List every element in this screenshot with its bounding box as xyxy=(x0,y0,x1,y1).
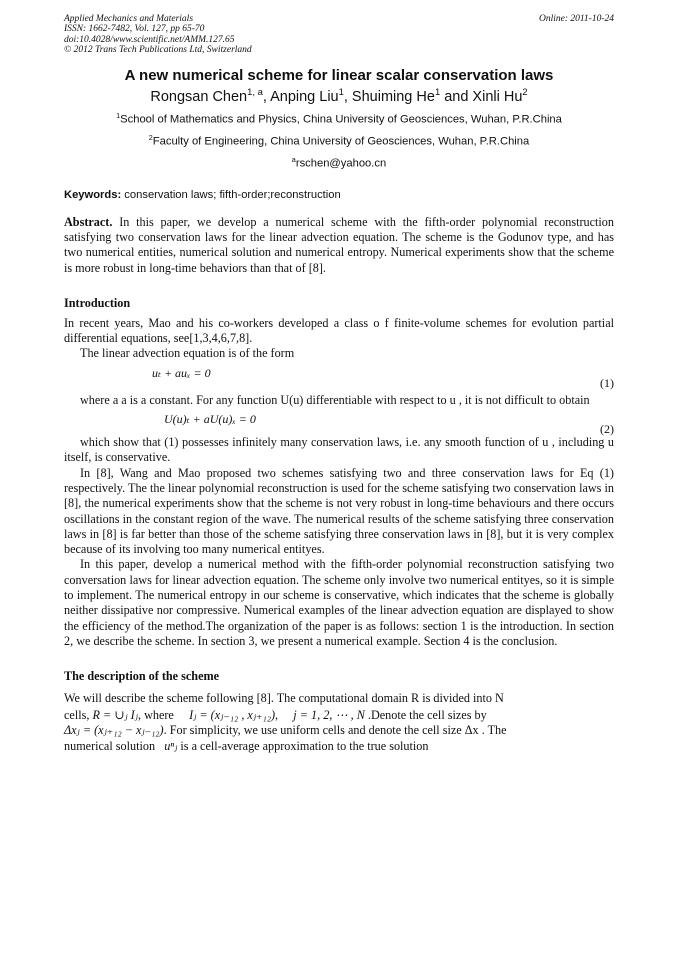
scheme-text: .Denote the cell sizes by xyxy=(367,708,487,723)
affiliation-1 xyxy=(64,111,614,126)
intro-paragraph-6: In this paper, develop a numerical method with the fifth-order polynomial reconstruction satisfying two conversation laws for linear advection equation. The scheme only involve two numerical entityes, so it is simple to implement. The numerical entropy in our scheme is conservative, which indicates that the scheme is globally neither dissipative nor compressive. Numerical examples of the linear advection equation are displayed to show the efficiency of the method.The organization of the paper is as follows: section 1 is the introduction. In section 2, we describe the scheme. In section 3, we present a numerical example. Section 4 is the conclusion. xyxy=(64,557,614,648)
email-sup: a xyxy=(291,154,296,164)
author-sup: 2 xyxy=(522,85,528,97)
intro-paragraph-3: where a a is a constant. For any function U(u) differentiable with respect to u , it is not difficult to obtain xyxy=(80,392,590,407)
keywords xyxy=(64,189,614,201)
scheme-text: , xyxy=(275,708,279,723)
intro-paragraph-5: In [8], Wang and Mao proposed two schemes satisfying two and three conservation laws for Eq (1) respectively. The the linear polynomial reconstruction is used for the scheme satisfying two conservation laws in [8], the numerical experiments show that the scheme is not very robust in long-time behaviours and there occurs oscillations in the constant region of the wave. The numerical results of the scheme satisfying three conservation laws in [8] is far better than those of the scheme satisfying three conservation laws in [8], but it is very complex because of its involving too many numerical entityes. xyxy=(64,465,614,557)
author-sup: 1 xyxy=(338,85,344,97)
intro-paragraph-1: In recent years, Mao and his co-workers developed a class o f finite-volume schemes for evolution partial differential equations, see[1,3,4,6,7,8]. xyxy=(64,315,614,346)
equation-1 xyxy=(64,362,614,389)
author-list xyxy=(64,86,614,105)
journal-issn: ISSN: 1662-7482, Vol. 127, pp 65-70 xyxy=(64,24,205,35)
abstract-text: In this paper, we develop a numerical scheme with the fifth-order polynomial reconstruction satisfying two conservation laws for the linear advection equation. The scheme is the Godunov type, and has two numerical entities, numerical solution and numerical entropy. Numerical experiments show that the scheme is more robust in long-time behaviors than that of [8]. xyxy=(64,214,614,275)
section-heading-scheme: The description of the scheme xyxy=(64,669,220,684)
journal-copyright: © 2012 Trans Tech Publications Ltd, Switzerland xyxy=(64,45,252,56)
scheme-paragraph xyxy=(64,689,614,754)
abstract xyxy=(64,215,614,276)
section-heading-introduction: Introduction xyxy=(64,295,131,310)
scheme-text: , where xyxy=(137,708,174,723)
author-sup: 1 xyxy=(434,85,441,97)
scheme-text: is a cell-average approximation to the true solution xyxy=(177,738,429,753)
math-solution: uⁿⱼ xyxy=(164,738,178,753)
journal-doi: doi:10.4028/www.scientific.net/AMM.127.65 xyxy=(64,34,235,45)
affiliation-sup: 2 xyxy=(148,133,153,143)
equation-2-number: (2) xyxy=(600,422,614,437)
equation-1-number: (1) xyxy=(600,375,614,390)
affiliation-text: School of Mathematics and Physics, China University of Geosciences, Wuhan, P.R.China xyxy=(120,114,562,127)
email-address[interactable]: rschen@yahoo.cn xyxy=(295,157,387,170)
online-date: Online: 2011-10-24 xyxy=(538,14,614,24)
scheme-text: cells, xyxy=(64,708,90,723)
email-line xyxy=(64,155,614,170)
scheme-text: numerical solution xyxy=(64,738,156,753)
affiliation-2 xyxy=(64,133,614,148)
keywords-label: Keywords: xyxy=(64,188,122,201)
paper-title: A new numerical scheme for linear scalar conservation laws xyxy=(124,66,554,84)
math-index: j = 1, 2, ⋯ , N xyxy=(293,708,365,723)
keywords-text: conservation laws; fifth-order;reconstruction xyxy=(121,188,341,201)
journal-header xyxy=(64,14,614,56)
equation-1-expression: uₜ + auₓ = 0 xyxy=(152,365,211,380)
math-domain: R = ∪ⱼ Iⱼ xyxy=(92,708,138,723)
scheme-text: . For simplicity, we use uniform cells and denote the cell size Δx . The xyxy=(163,723,507,738)
affiliation-text: Faculty of Engineering, China University of Geosciences, Wuhan, P.R.China xyxy=(152,135,530,148)
abstract-label: Abstract. xyxy=(64,214,113,229)
affiliation-sup: 1 xyxy=(116,111,121,121)
equation-2 xyxy=(64,408,614,435)
scheme-line-1: We will describe the scheme following [8]. The computational domain R is divided into N xyxy=(64,691,504,706)
author-name: and Xinli Hu xyxy=(444,88,523,105)
paper-page xyxy=(64,14,614,754)
intro-paragraph-4: which show that (1) possesses infinitely many conservation laws, i.e. any smooth function of u , including u itself, is conservative. xyxy=(64,435,614,465)
author-name: , Shuiming He xyxy=(343,88,435,105)
intro-paragraph-2: The linear advection equation is of the form xyxy=(80,346,295,361)
author-name: Rongsan Chen xyxy=(150,88,248,105)
journal-name: Applied Mechanics and Materials xyxy=(64,14,194,24)
math-cell-size: Δxⱼ = (xⱼ₊₁₂ − xⱼ₋₁₂) xyxy=(64,723,164,738)
math-cell: Iⱼ = (xⱼ₋₁₂ , xⱼ₊₁₂) xyxy=(189,708,276,723)
author-name: , Anping Liu xyxy=(262,88,339,105)
author-sup: 1, a xyxy=(247,85,263,97)
equation-2-expression: U(u)ₜ + aU(u)ₓ = 0 xyxy=(164,412,256,427)
